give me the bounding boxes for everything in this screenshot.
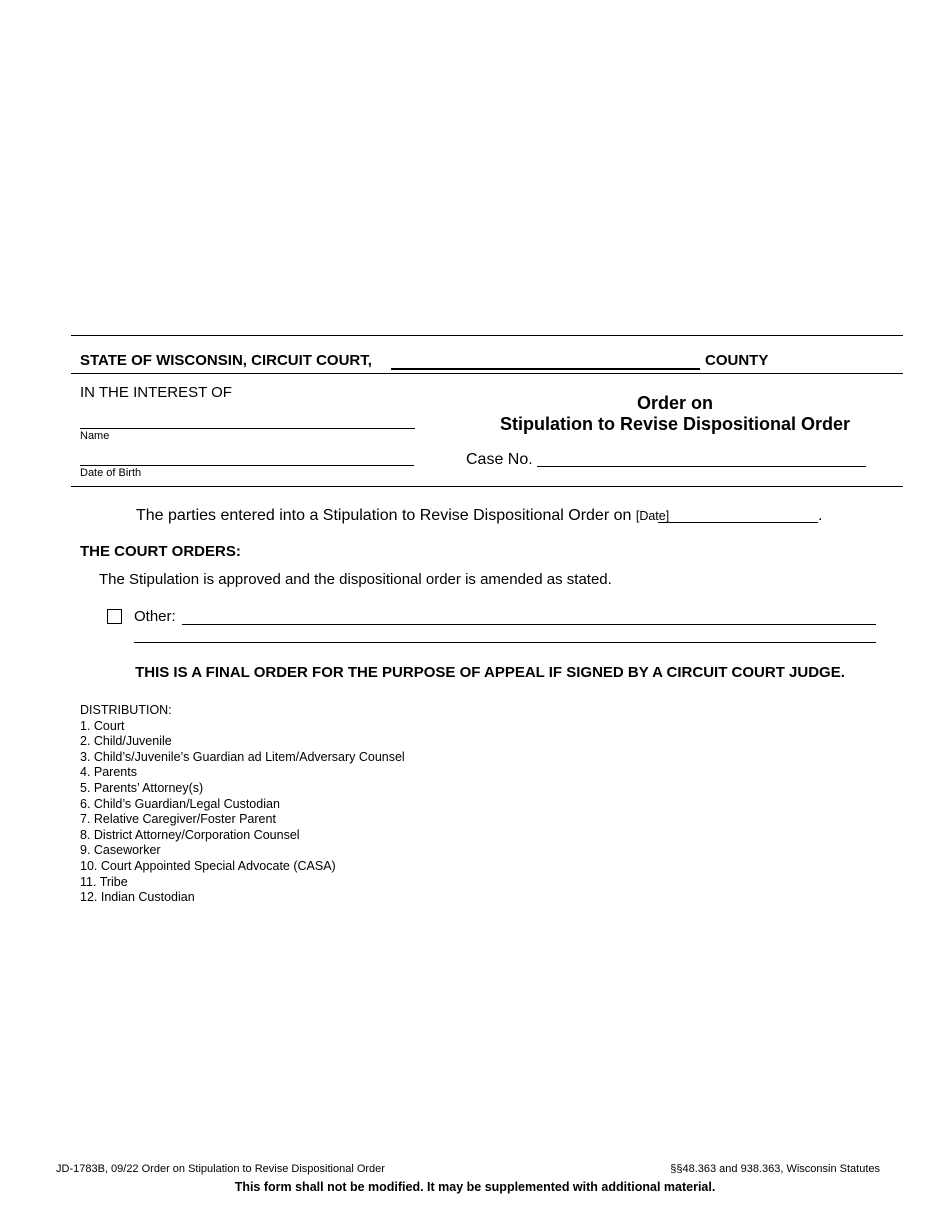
list-item: 2. Child/Juvenile (80, 734, 172, 749)
other-label: Other: (134, 608, 176, 625)
court-orders-heading: THE COURT ORDERS: (80, 543, 241, 560)
name-label: Name (80, 430, 110, 442)
dob-label: Date of Birth (80, 467, 142, 479)
other-field-line-2[interactable] (134, 642, 876, 643)
list-item: 10. Court Appointed Special Advocate (CASA) (80, 858, 336, 873)
list-item: 11. Tribe (80, 874, 128, 889)
date-field[interactable] (660, 505, 817, 523)
header-rule (71, 373, 903, 374)
case-no-field[interactable] (540, 448, 864, 466)
dob-field-line (80, 465, 414, 466)
statutes: §§48.363 and 938.363, Wisconsin Statutes (670, 1163, 880, 1175)
date-field-line (658, 522, 818, 523)
county-field-line (391, 368, 700, 370)
name-field[interactable] (80, 409, 414, 427)
form-id: JD-1783B, 09/22 Order on Stipulation to Revise Dispositional Order (56, 1163, 385, 1175)
order-title-line1: Order on (636, 393, 713, 413)
other-checkbox[interactable] (107, 609, 122, 624)
top-rule (71, 335, 903, 336)
caption-bottom-rule (71, 486, 903, 487)
county-field[interactable] (395, 350, 695, 368)
footer-notice: This form shall not be modified. It may be supplemented with additional material. (234, 1180, 716, 1194)
approved-text: The Stipulation is approved and the dispositional order is amended as stated. (99, 571, 612, 588)
list-item: 4. Parents (80, 765, 137, 780)
county-label: COUNTY (705, 352, 769, 369)
order-title-line2: Stipulation to Revise Dispositional Order (499, 414, 851, 434)
list-item: 6. Child’s Guardian/Legal Custodian (80, 796, 280, 811)
list-item: 3. Child’s/Juvenile’s Guardian ad Litem/Adversary Counsel (80, 749, 405, 764)
case-no-field-line (537, 466, 866, 467)
distribution-heading: DISTRIBUTION: (80, 703, 172, 717)
date-period: . (818, 507, 823, 524)
other-field-line-1[interactable] (182, 624, 876, 625)
distribution-block (80, 703, 405, 906)
state-court-label: STATE OF WISCONSIN, CIRCUIT COURT, (80, 352, 372, 369)
intro-paragraph (136, 506, 669, 526)
interest-of-label: IN THE INTEREST OF (80, 384, 232, 401)
name-field-line (80, 428, 415, 429)
list-item: 1. Court (80, 718, 125, 733)
list-item: 8. District Attorney/Corporation Counsel (80, 827, 300, 842)
intro-text: The parties entered into a Stipulation to Revise Dispositional Order on (136, 507, 632, 524)
case-no-label: Case No. (466, 451, 533, 468)
final-order-notice: THIS IS A FINAL ORDER FOR THE PURPOSE OF APPEAL IF SIGNED BY A CIRCUIT COURT JUDGE. (135, 664, 845, 681)
list-item: 5. Parents’ Attorney(s) (80, 780, 204, 795)
date-label: [Date] (635, 509, 670, 523)
list-item: 7. Relative Caregiver/Foster Parent (80, 812, 276, 827)
list-item: 12. Indian Custodian (80, 890, 195, 905)
list-item: 9. Caseworker (80, 843, 161, 858)
dob-field[interactable] (80, 446, 413, 464)
